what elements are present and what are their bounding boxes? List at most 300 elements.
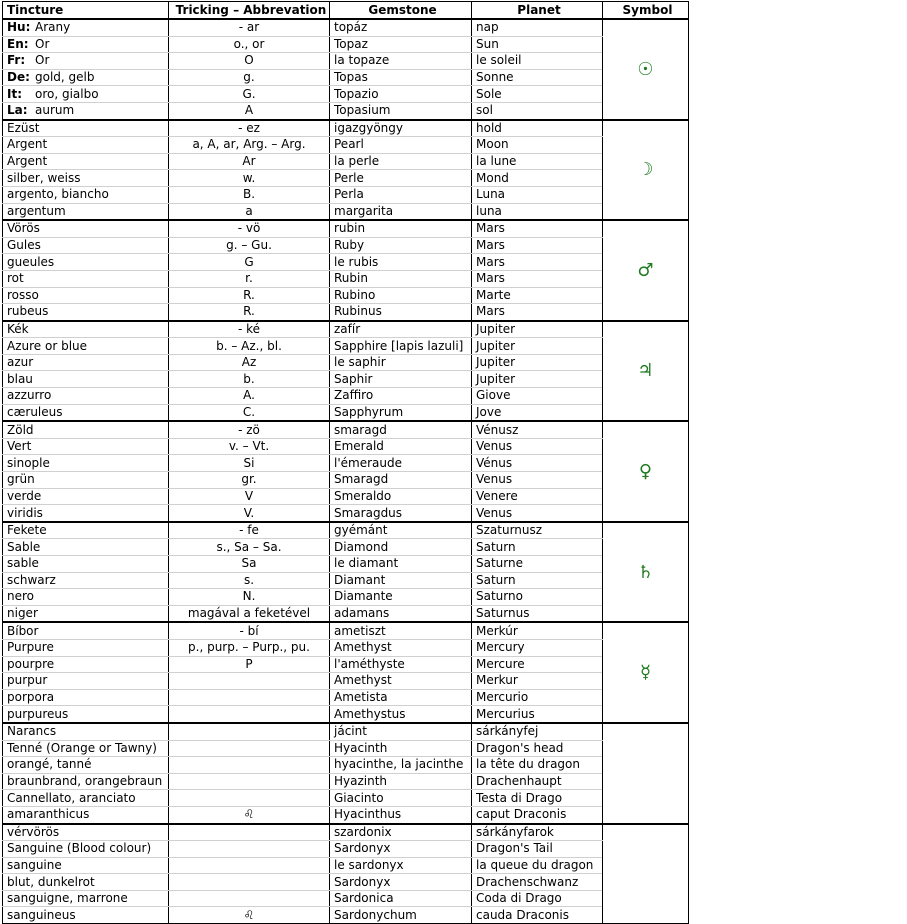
table-row <box>3 338 689 355</box>
gemstone-cell: zafír <box>330 321 472 338</box>
planet-cell: cauda Draconis <box>472 907 603 924</box>
gemstone-cell: Sardonyx <box>330 874 472 891</box>
planet-cell: Drachenhaupt <box>472 773 603 790</box>
planet-cell: Saturn <box>472 539 603 556</box>
gemstone-cell: Amethyst <box>330 673 472 690</box>
tricking-cell: Ar <box>169 153 330 170</box>
tincture-name: Fekete <box>7 523 47 538</box>
tincture-name: gold, gelb <box>35 70 95 85</box>
tincture-name: argento, biancho <box>7 187 109 202</box>
planet-cell: sárkányfarok <box>472 824 603 841</box>
tincture-name: schwarz <box>7 572 56 587</box>
gemstone-cell: le diamant <box>330 556 472 573</box>
moon-symbol-icon: ☽ <box>603 120 689 221</box>
gemstone-cell: Topaz <box>330 36 472 53</box>
planet-cell: le soleil <box>472 53 603 70</box>
table-row <box>3 874 689 891</box>
gemstone-cell: l'améthyste <box>330 656 472 673</box>
tincture-cell <box>3 254 169 271</box>
planet-cell: Mars <box>472 304 603 321</box>
gemstone-cell: Topas <box>330 69 472 86</box>
table-row <box>3 237 689 254</box>
tricking-cell: b. <box>169 371 330 388</box>
table-row <box>3 203 689 220</box>
tincture-name: viridis <box>7 505 43 520</box>
tricking-cell: - vö <box>169 220 330 237</box>
gemstone-cell: Smaragdus <box>330 505 472 522</box>
planet-cell: Venus <box>472 505 603 522</box>
planet-cell: Mars <box>472 254 603 271</box>
gemstone-cell: gyémánt <box>330 522 472 539</box>
language-label: De: <box>7 70 30 85</box>
planet-cell: Merkúr <box>472 622 603 639</box>
tincture-cell <box>3 237 169 254</box>
tincture-name: aurum <box>35 103 75 118</box>
tincture-name: sinople <box>7 455 50 470</box>
tincture-name: grün <box>7 472 35 487</box>
gemstone-cell: Smeraldo <box>330 488 472 505</box>
tincture-name: silber, weiss <box>7 170 81 185</box>
planet-cell: Luna <box>472 186 603 203</box>
gemstone-cell: igazgyöngy <box>330 120 472 137</box>
tincture-name: purpureus <box>7 706 69 721</box>
planet-cell: Venus <box>472 438 603 455</box>
planet-cell: Vénusz <box>472 421 603 438</box>
tincture-cell <box>3 388 169 405</box>
table-row <box>3 757 689 774</box>
table-row <box>3 556 689 573</box>
table-row <box>3 572 689 589</box>
gemstone-cell: Diamant <box>330 572 472 589</box>
table-row <box>3 522 689 539</box>
gemstone-cell: Amethystus <box>330 706 472 723</box>
planet-cell: Venus <box>472 472 603 489</box>
gemstone-cell: Sapphyrum <box>330 404 472 421</box>
tricking-cell <box>169 723 330 740</box>
tricking-cell <box>169 824 330 841</box>
tricking-cell: gr. <box>169 472 330 489</box>
table-row <box>3 907 689 924</box>
table-row <box>3 137 689 154</box>
table-row <box>3 505 689 522</box>
tincture-name: Arany <box>35 20 71 35</box>
planet-cell: Mercurio <box>472 689 603 706</box>
tincture-name: niger <box>7 606 38 621</box>
planet-cell: Venere <box>472 488 603 505</box>
tincture-cell <box>3 186 169 203</box>
gemstone-cell: Topazio <box>330 86 472 103</box>
tincture-name: porpora <box>7 690 55 705</box>
tincture-name: rubeus <box>7 304 49 319</box>
tricking-cell <box>169 890 330 907</box>
tincture-name: pourpre <box>7 656 55 671</box>
tincture-name: verde <box>7 488 42 503</box>
planet-cell: Jupiter <box>472 338 603 355</box>
gemstone-cell: Hyacinthus <box>330 806 472 823</box>
gemstone-cell: Perle <box>330 170 472 187</box>
gemstone-cell: ametiszt <box>330 622 472 639</box>
table-row <box>3 153 689 170</box>
tricking-cell: b. – Az., bl. <box>169 338 330 355</box>
tricking-cell <box>169 706 330 723</box>
gemstone-cell: Topasium <box>330 102 472 119</box>
gemstone-cell: Amethyst <box>330 639 472 656</box>
tincture-name: Azure or blue <box>7 338 88 353</box>
table-row <box>3 270 689 287</box>
col-header-planet: Planet <box>472 2 603 20</box>
gemstone-cell: Giacinto <box>330 790 472 807</box>
tincture-cell <box>3 589 169 606</box>
tincture-cell <box>3 522 169 539</box>
tincture-cell <box>3 438 169 455</box>
planet-cell: hold <box>472 120 603 137</box>
table-row <box>3 488 689 505</box>
planet-cell: nap <box>472 19 603 36</box>
tricking-cell: G. <box>169 86 330 103</box>
tincture-cell <box>3 539 169 556</box>
tincture-name: Bíbor <box>7 623 39 638</box>
tricking-cell: - ké <box>169 321 330 338</box>
tincture-name: Sanguine (Blood colour) <box>7 841 152 856</box>
planet-cell: Moon <box>472 137 603 154</box>
tincture-cell <box>3 857 169 874</box>
tincture-name: blau <box>7 371 33 386</box>
planet-cell: Marte <box>472 287 603 304</box>
tricking-cell <box>169 790 330 807</box>
tincture-cell <box>3 287 169 304</box>
table-row <box>3 438 689 455</box>
planet-cell: Coda di Drago <box>472 890 603 907</box>
jupiter-symbol-icon: ♃ <box>603 321 689 422</box>
tricking-cell: A <box>169 102 330 119</box>
tincture-cell <box>3 455 169 472</box>
tincture-name: sanguigne, marrone <box>7 891 128 906</box>
tricking-cell: a <box>169 203 330 220</box>
tincture-cell <box>3 505 169 522</box>
table-row <box>3 388 689 405</box>
tincture-table <box>2 1 689 924</box>
tricking-cell <box>169 857 330 874</box>
tincture-cell <box>3 874 169 891</box>
tincture-name: gueules <box>7 254 55 269</box>
tincture-cell <box>3 354 169 371</box>
planet-cell: Saturne <box>472 556 603 573</box>
gemstone-cell: smaragd <box>330 421 472 438</box>
tricking-cell: - zö <box>169 421 330 438</box>
gemstone-cell: Ametista <box>330 689 472 706</box>
tincture-name: blut, dunkelrot <box>7 874 95 889</box>
gemstone-cell: Pearl <box>330 137 472 154</box>
gemstone-cell: Hyacinth <box>330 740 472 757</box>
tincture-name: azzurro <box>7 388 52 403</box>
gemstone-cell: Emerald <box>330 438 472 455</box>
gemstone-cell: adamans <box>330 605 472 622</box>
planet-cell: Sun <box>472 36 603 53</box>
tincture-name: purpur <box>7 673 48 688</box>
table-row <box>3 36 689 53</box>
tricking-cell <box>169 773 330 790</box>
gemstone-cell: la topaze <box>330 53 472 70</box>
tricking-cell <box>169 740 330 757</box>
tincture-cell <box>3 605 169 622</box>
table-row <box>3 890 689 907</box>
table-row <box>3 354 689 371</box>
tricking-cell: C. <box>169 404 330 421</box>
planet-cell: sárkányfej <box>472 723 603 740</box>
tricking-cell: B. <box>169 186 330 203</box>
tincture-cell <box>3 639 169 656</box>
tincture-cell <box>3 907 169 924</box>
tincture-cell <box>3 689 169 706</box>
tincture-cell <box>3 86 169 103</box>
tricking-cell: G <box>169 254 330 271</box>
planet-cell: Jupiter <box>472 371 603 388</box>
table-row <box>3 740 689 757</box>
table-row <box>3 706 689 723</box>
tincture-cell <box>3 36 169 53</box>
tincture-cell <box>3 488 169 505</box>
gemstone-cell: Hyazinth <box>330 773 472 790</box>
tincture-name: azur <box>7 355 34 370</box>
tincture-name: sanguine <box>7 857 62 872</box>
planet-cell: Mars <box>472 237 603 254</box>
planet-cell: Mercury <box>472 639 603 656</box>
language-label: Fr: <box>7 53 26 68</box>
table-row <box>3 69 689 86</box>
table-row <box>3 723 689 740</box>
planet-cell: Sole <box>472 86 603 103</box>
tricking-cell: o., or <box>169 36 330 53</box>
table-row <box>3 639 689 656</box>
gemstone-cell: hyacinthe, la jacinthe <box>330 757 472 774</box>
mars-symbol-icon: ♂ <box>603 220 689 321</box>
tincture-name: Cannellato, aranciato <box>7 790 136 805</box>
table-row <box>3 170 689 187</box>
tincture-name: vérvörös <box>7 824 60 839</box>
gemstone-cell: Diamante <box>330 589 472 606</box>
tincture-cell <box>3 622 169 639</box>
tricking-cell <box>169 874 330 891</box>
table-row <box>3 53 689 70</box>
tincture-name: Tenné (Orange or Tawny) <box>7 740 157 755</box>
gemstone-cell: le rubis <box>330 254 472 271</box>
gemstone-cell: szardonix <box>330 824 472 841</box>
planet-cell: Sonne <box>472 69 603 86</box>
gemstone-cell: Sardonyx <box>330 841 472 858</box>
planet-cell: Mercurius <box>472 706 603 723</box>
planet-cell: Mercure <box>472 656 603 673</box>
planet-cell: caput Draconis <box>472 806 603 823</box>
language-label: It: <box>7 86 22 101</box>
table-row <box>3 186 689 203</box>
tricking-cell: s. <box>169 572 330 589</box>
planet-cell: Szaturnusz <box>472 522 603 539</box>
gemstone-cell: Ruby <box>330 237 472 254</box>
tincture-cell <box>3 773 169 790</box>
gemstone-cell: topáz <box>330 19 472 36</box>
tincture-name: Purpure <box>7 640 54 655</box>
gemstone-cell: Diamond <box>330 539 472 556</box>
tincture-name: rot <box>7 271 24 286</box>
col-header-gemstone: Gemstone <box>330 2 472 20</box>
tincture-name: rosso <box>7 287 39 302</box>
tricking-cell: Az <box>169 354 330 371</box>
tricking-cell <box>169 757 330 774</box>
planet-cell: la tête du dragon <box>472 757 603 774</box>
gemstone-cell: Sardonica <box>330 890 472 907</box>
tricking-cell: - ar <box>169 19 330 36</box>
table-row <box>3 304 689 321</box>
planet-cell: Mars <box>472 270 603 287</box>
tincture-cell <box>3 53 169 70</box>
planet-cell: Drachenschwanz <box>472 874 603 891</box>
gemstone-cell: l'émeraude <box>330 455 472 472</box>
planet-cell: Saturno <box>472 589 603 606</box>
tincture-name: sanguineus <box>7 907 76 922</box>
tincture-name: Zöld <box>7 422 34 437</box>
tincture-name: amaranthicus <box>7 807 90 822</box>
planet-cell: la lune <box>472 153 603 170</box>
tincture-cell <box>3 170 169 187</box>
table-row <box>3 539 689 556</box>
tincture-name: sable <box>7 556 39 571</box>
planet-cell: Saturnus <box>472 605 603 622</box>
tincture-cell <box>3 404 169 421</box>
table-row <box>3 689 689 706</box>
planet-cell: sol <box>472 102 603 119</box>
planet-cell: Jove <box>472 404 603 421</box>
tricking-cell: V. <box>169 505 330 522</box>
planet-cell: Dragon's head <box>472 740 603 757</box>
planet-cell: Testa di Drago <box>472 790 603 807</box>
language-label: Hu: <box>7 20 31 35</box>
col-header-tincture: Tincture <box>3 2 169 20</box>
tricking-cell: r. <box>169 270 330 287</box>
table-row <box>3 421 689 438</box>
table-row <box>3 287 689 304</box>
tincture-cell <box>3 673 169 690</box>
tincture-cell <box>3 556 169 573</box>
table-body <box>3 19 689 924</box>
gemstone-cell: Smaragd <box>330 472 472 489</box>
table-row <box>3 404 689 421</box>
mercury-symbol-icon: ☿ <box>603 622 689 723</box>
tincture-cell <box>3 790 169 807</box>
tricking-cell: Sa <box>169 556 330 573</box>
tricking-cell: w. <box>169 170 330 187</box>
table-row <box>3 773 689 790</box>
table-row <box>3 254 689 271</box>
gemstone-cell: jácint <box>330 723 472 740</box>
planet-cell: Dragon's Tail <box>472 841 603 858</box>
tincture-cell <box>3 137 169 154</box>
table-row <box>3 673 689 690</box>
tincture-name: Ezüst <box>7 120 40 135</box>
tincture-name: argentum <box>7 203 66 218</box>
tricking-cell: R. <box>169 304 330 321</box>
tincture-cell <box>3 806 169 823</box>
tricking-cell: ♌ <box>169 907 330 924</box>
table-row <box>3 472 689 489</box>
table-row <box>3 841 689 858</box>
gemstone-cell: la perle <box>330 153 472 170</box>
tricking-cell: O <box>169 53 330 70</box>
tincture-cell <box>3 69 169 86</box>
tricking-cell: R. <box>169 287 330 304</box>
tricking-cell: - bí <box>169 622 330 639</box>
tincture-cell <box>3 304 169 321</box>
tincture-name: Narancs <box>7 724 57 739</box>
sun-symbol-icon: ☉ <box>603 19 689 120</box>
tincture-name: cæruleus <box>7 404 63 419</box>
table-row <box>3 656 689 673</box>
gemstone-cell: Saphir <box>330 371 472 388</box>
empty-symbol <box>603 824 689 924</box>
table-row <box>3 220 689 237</box>
tricking-cell: ♌ <box>169 806 330 823</box>
planet-cell: Jupiter <box>472 354 603 371</box>
tricking-cell: V <box>169 488 330 505</box>
gemstone-cell: le saphir <box>330 354 472 371</box>
tricking-cell: - fe <box>169 522 330 539</box>
tricking-cell: P <box>169 656 330 673</box>
tincture-cell <box>3 270 169 287</box>
language-label: En: <box>7 36 29 51</box>
tricking-cell <box>169 841 330 858</box>
table-row <box>3 857 689 874</box>
planet-cell: Giove <box>472 388 603 405</box>
tincture-cell <box>3 656 169 673</box>
planet-cell: Mars <box>472 220 603 237</box>
tincture-cell <box>3 740 169 757</box>
gemstone-cell: Rubino <box>330 287 472 304</box>
planet-cell: Mond <box>472 170 603 187</box>
table-row <box>3 455 689 472</box>
gemstone-cell: le sardonyx <box>330 857 472 874</box>
planet-cell: Saturn <box>472 572 603 589</box>
tincture-name: Vert <box>7 439 32 454</box>
tincture-name: Sable <box>7 539 41 554</box>
gemstone-cell: margarita <box>330 203 472 220</box>
gemstone-cell: Sardonychum <box>330 907 472 924</box>
gemstone-cell: Zaffiro <box>330 388 472 405</box>
table-row <box>3 824 689 841</box>
header-row <box>3 2 689 20</box>
tincture-name: Or <box>35 53 50 68</box>
table-row <box>3 790 689 807</box>
tricking-cell: magával a feketével <box>169 605 330 622</box>
empty-symbol <box>603 723 689 824</box>
tincture-cell <box>3 153 169 170</box>
gemstone-cell: Perla <box>330 186 472 203</box>
tricking-cell: g. – Gu. <box>169 237 330 254</box>
tincture-cell <box>3 472 169 489</box>
language-label: La: <box>7 103 28 118</box>
table-row <box>3 605 689 622</box>
table-row <box>3 371 689 388</box>
tincture-cell <box>3 203 169 220</box>
tincture-cell <box>3 19 169 36</box>
tincture-cell <box>3 102 169 119</box>
tincture-name: orangé, tanné <box>7 757 92 772</box>
tincture-name: braunbrand, orangebraun <box>7 774 163 789</box>
tricking-cell: v. – Vt. <box>169 438 330 455</box>
tincture-cell <box>3 220 169 237</box>
tincture-cell <box>3 371 169 388</box>
planet-cell: Vénus <box>472 455 603 472</box>
table-row <box>3 102 689 119</box>
table-row <box>3 86 689 103</box>
